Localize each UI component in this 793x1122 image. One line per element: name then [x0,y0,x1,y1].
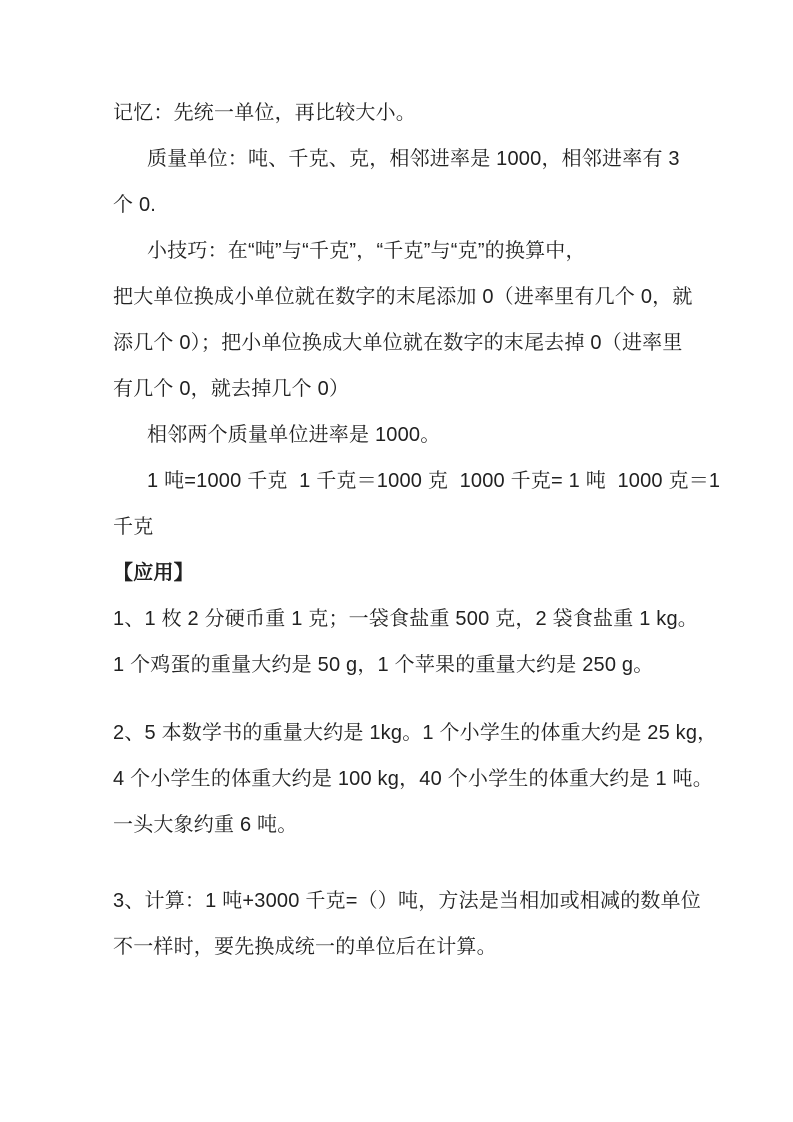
paragraph-application-item-1 [113,596,698,688]
paragraph-memory-tip [113,90,680,136]
text-line: 4 个小学生的体重大约是 100 kg，40 个小学生的体重大约是 1 吨。 [113,768,713,790]
text-line: 小技巧：在“吨”与“千克”，“千克”与“克”的换算中， [147,240,586,262]
text-line: 1 吨=1000 千克 1 千克＝1000 克 1000 千克= 1 吨 1000 克＝1 [147,470,721,492]
text-line: 1、1 枚 2 分硬币重 1 克；一袋食盐重 500 克，2 袋食盐重 1 kg。 [113,608,698,630]
text-line: 质量单位：吨、千克、克，相邻进率是 1000，相邻进率有 3 [147,148,680,170]
paragraph-conversion-equations [113,458,721,550]
text-line: 把大单位换成小单位就在数字的末尾添加 0（进率里有几个 0，就 [113,286,693,308]
text-line: 千克 [113,516,154,538]
text-line: 不一样时，要先换成统一的单位后在计算。 [113,936,497,958]
text-line: 一头大象约重 6 吨。 [113,814,298,836]
application-section-heading [113,550,680,596]
text-line: 添几个 0）；把小单位换成大单位就在数字的末尾去掉 0（进率里 [113,332,683,354]
text-line: 记忆：先统一单位，再比较大小。 [113,102,416,124]
text-line: 2、5 本数学书的重量大约是 1kg。1 个小学生的体重大约是 25 kg， [113,722,718,744]
paragraph-application-item-3 [113,878,702,970]
paragraph-adjacent-rate [113,412,680,458]
paragraph-small-trick [113,228,693,412]
text-line: 3、计算：1 吨+3000 千克=（）吨，方法是当相加或相减的数单位 [113,890,702,912]
heading-line: 【应用】 [113,562,194,584]
paragraph-application-item-2 [113,710,718,848]
paragraph-mass-units [113,136,680,228]
text-line: 相邻两个质量单位进率是 1000。 [147,424,441,446]
text-line: 1 个鸡蛋的重量大约是 50 g，1 个苹果的重量大约是 250 g。 [113,654,654,676]
text-line: 有几个 0，就去掉几个 0） [113,378,350,400]
text-line: 个 0. [113,194,157,216]
